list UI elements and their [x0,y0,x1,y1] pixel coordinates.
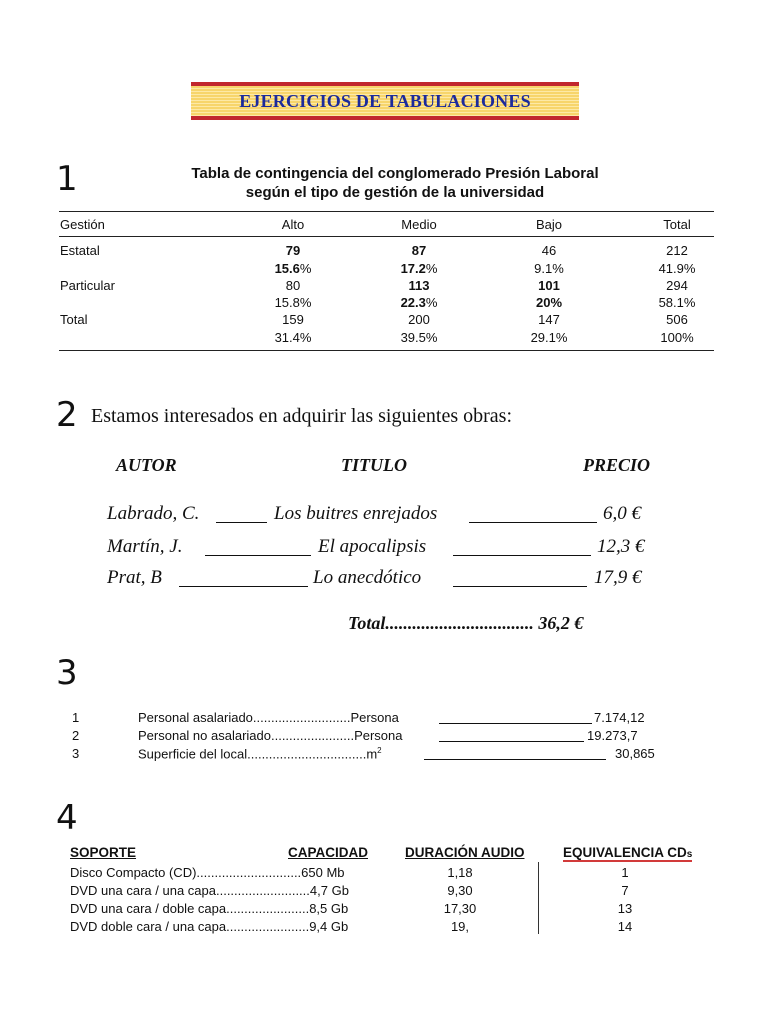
section-1-title-line-2: según el tipo de gestión de la universidad [245,184,545,201]
table-cell-pct: 100% [660,330,694,345]
media-row-label: DVD doble cara / una capa.......................9,4 Gb [70,919,349,934]
media-equivalence: 13 [617,901,633,916]
table-header-rule [59,236,714,237]
table-cell-pct: 15.8% [274,295,312,310]
table-cell: 294 [666,278,688,293]
item-label: Personal asalariado...........................Persona [138,710,399,725]
column-divider [538,862,539,934]
total-dots: ................................. [385,613,534,633]
book-author: Labrado, C. [107,503,200,524]
header-soporte: SOPORTE [70,845,137,860]
page-title: EJERCICIOS DE TABULACIONES [239,90,531,111]
table-cell-pct: 58.1% [658,295,696,310]
fill-line [205,555,311,556]
section-2-number: 2 [56,395,78,435]
header-titulo: TITULO [341,455,407,475]
table-cell: 79 [285,243,301,258]
fill-line [439,741,584,742]
table-row-label: Estatal [60,243,100,258]
table-cell: 46 [541,243,557,258]
table-cell: 101 [538,278,560,293]
media-duration: 1,18 [447,865,473,880]
total-line [348,613,583,634]
table-cell-pct: 39.5% [400,330,438,345]
book-author: Martín, J. [107,536,183,557]
table-cell-pct: 29.1% [530,330,568,345]
item-number: 3 [72,746,80,761]
book-price: 12,3 € [597,536,645,557]
table-header-bajo: Bajo [535,217,563,232]
table-row-label: Total [60,312,88,327]
header-precio: PRECIO [583,455,651,475]
table-cell: 87 [411,243,427,258]
header-autor: AUTOR [116,455,177,475]
table-header-medio: Medio [401,217,437,232]
table-header-gestion: Gestión [60,217,105,232]
table-bottom-rule [59,350,714,351]
header-duracion: DURACIÓN AUDIO [405,845,525,860]
table-header-total: Total [663,217,691,232]
section-1-title-line-1: Tabla de contingencia del conglomerado Presión Laboral [191,165,599,182]
header-capacidad: CAPACIDAD [288,845,368,860]
media-equivalence: 1 [621,865,629,880]
book-author: Prat, B [107,567,162,588]
fill-line [453,555,591,556]
fill-line [179,586,308,587]
item-value: 7.174,12 [594,710,645,725]
item-value: 19.273,7 [587,728,638,743]
fill-line [216,522,267,523]
fill-line [453,586,587,587]
item-number: 1 [72,710,80,725]
section-2-intro: Estamos interesados en adquirir las siguientes obras: [91,405,513,427]
media-duration: 19, [450,919,470,934]
total-label: Total [348,613,386,633]
media-row-label: DVD una cara / una capa..........................4,7 Gb [70,883,349,898]
book-price: 6,0 € [603,503,641,524]
item-number: 2 [72,728,80,743]
book-title: Los buitres enrejados [274,503,438,524]
header-equivalencia: EQUIVALENCIA CDs [563,845,693,860]
contingency-table [0,0,768,360]
fill-line [439,723,592,724]
table-cell-pct: 20% [535,295,563,310]
media-equivalence: 14 [617,919,633,934]
table-cell-pct: 41.9% [658,261,696,276]
table-row-label: Particular [60,278,115,293]
item-label: Personal no asalariado.......................Persona [138,728,403,743]
table-cell-pct: 31.4% [274,330,312,345]
book-price: 17,9 € [594,567,642,588]
media-row-label: DVD una cara / doble capa.......................8,5 Gb [70,901,349,916]
section-1-number: 1 [56,159,78,199]
media-duration: 9,30 [447,883,473,898]
table-cell: 113 [408,278,430,293]
table-cell: 506 [666,312,688,327]
table-cell: 147 [538,312,560,327]
table-cell: 212 [666,243,688,258]
item-label: Superficie del $local.................................m^2$ [138,746,382,762]
table-cell: 80 [285,278,301,293]
table-cell: 200 [408,312,430,327]
fill-line [469,522,597,523]
table-cell-pct: 17.2% [400,261,438,276]
section-4-number: 4 [56,798,78,838]
table-cell-pct: 22.3% [400,295,438,310]
section-3-number: 3 [56,653,78,693]
table-cell-pct: 9.1% [534,261,564,276]
table-header-alto: Alto [281,217,305,232]
media-duration: 17,30 [443,901,477,916]
table-cell: 159 [282,312,304,327]
book-title: El apocalipsis [318,536,427,557]
table-cell-pct: 15.6% [274,261,312,276]
media-row-label: Disco Compacto (CD).............................650 Mb [70,865,345,880]
total-value: 36,2 € [538,613,584,633]
item-value: 30,865 [615,746,655,761]
fill-line [424,759,606,760]
media-equivalence: 7 [621,883,629,898]
book-title: Lo anecdótico [313,567,422,588]
